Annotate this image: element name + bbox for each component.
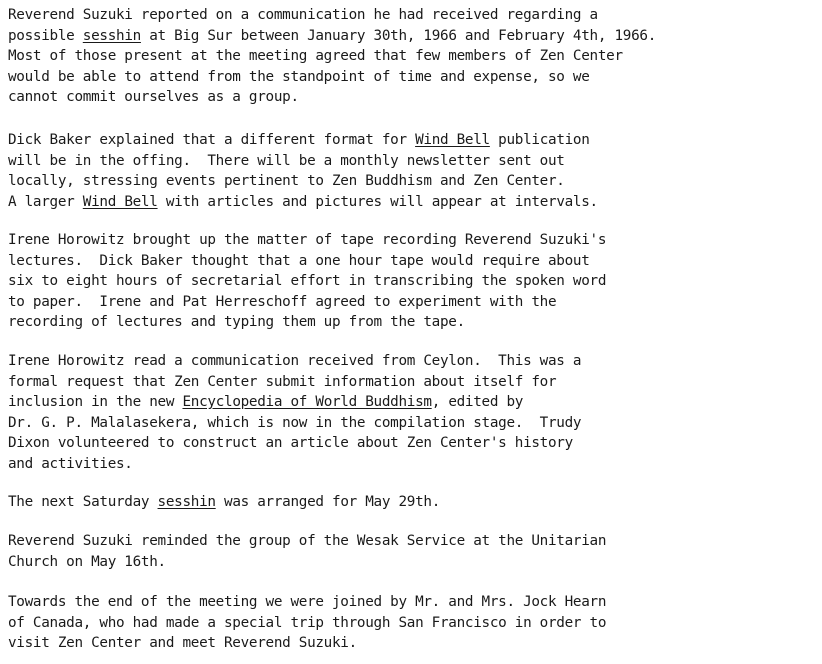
text-line [8,87,656,108]
underlined-term: Encyclopedia of World Buddhism [182,394,432,410]
paragraph-saturday-sesshin [8,492,440,513]
paragraph-hearn-visit [8,592,606,654]
paragraph-wind-bell [8,130,598,212]
text-line [8,372,581,393]
underlined-term: Wind Bell [82,193,158,210]
text-run: , edited by [431,394,524,410]
text-line [8,230,606,251]
text-run: recording of lectures and typing them up from the tape. [8,314,465,330]
text-run: and activities. [8,455,133,472]
text-run: Irene Horowitz brought up the matter of tape recording Reverend Suzuki's [8,232,607,248]
text-line [8,130,598,151]
text-line [8,592,606,613]
text-line [8,271,606,292]
text-line [8,433,581,454]
text-run: Reverend Suzuki reminded the group of the Wesak Service at the Unitarian [8,533,607,549]
text-line [8,531,606,552]
underlined-term: Wind Bell [415,132,490,148]
text-run: would be able to attend from the standpoint of time and expense, so we [8,68,590,85]
text-run: Most of those present at the meeting agreed that few members of Zen Center [8,48,623,64]
text-run: Dixon volunteered to construct an article about Zen Center's history [8,435,573,451]
text-run: publication [489,132,590,148]
text-run: locally, stressing events pertinent to Zen Buddhism and Zen Center. [8,173,565,189]
text-line [8,351,581,372]
text-line [8,67,656,88]
text-line [8,171,598,192]
text-line [8,5,656,26]
text-line [8,292,606,313]
text-run: Irene Horowitz read a communication received from Ceylon. This was a [8,353,582,369]
text-line [8,633,606,654]
text-run: inclusion in the new [8,394,183,410]
text-run: Dr. G. P. Malalasekera, which is now in the compilation stage. Trudy [8,414,582,431]
text-run: Towards the end of the meeting we were joined by Mr. and Mrs. Jock Hearn [8,594,607,610]
text-run: A larger [8,193,83,210]
text-line [8,552,606,573]
text-run: visit Zen Center and meet Reverend Suzuki. [8,635,357,651]
paragraph-big-sur-sesshin [8,5,656,108]
paragraph-encyclopedia [8,351,581,474]
text-line [8,312,606,333]
text-run: Dick Baker explained that a different format for [8,132,416,148]
text-run: will be in the offing. There will be a monthly newsletter sent out [8,152,565,169]
text-run: with articles and pictures will appear at intervals. [157,193,598,210]
text-run: was arranged for May 29th. [215,494,441,510]
text-run: formal request that Zen Center submit information about itself for [8,373,557,390]
text-line [8,613,606,634]
text-run: at Big Sur between January 30th, 1966 and February 4th, 1966. [140,27,657,44]
text-run: possible [8,27,83,44]
underlined-term: sesshin [157,494,216,510]
text-line [8,151,598,172]
underlined-term: sesshin [82,27,141,44]
text-line [8,413,581,434]
paragraph-tape-recording [8,230,606,333]
text-run: Church on May 16th. [8,553,166,570]
text-line [8,492,440,513]
paragraph-wesak-service [8,531,606,572]
text-line [8,392,581,413]
text-run: six to eight hours of secretarial effort in transcribing the spoken word [8,273,607,289]
text-run: of Canada, who had made a special trip through San Francisco in order to [8,614,607,631]
text-line [8,251,606,272]
text-line [8,454,581,475]
text-line [8,26,656,47]
text-run: Reverend Suzuki reported on a communication he had received regarding a [8,7,598,23]
text-line [8,192,598,213]
text-line [8,46,656,67]
text-run: to paper. Irene and Pat Herreschoff agreed to experiment with the [8,293,557,310]
text-run: The next Saturday [8,494,158,510]
text-run: cannot commit ourselves as a group. [8,89,299,105]
text-run: lectures. Dick Baker thought that a one hour tape would require about [8,252,590,269]
